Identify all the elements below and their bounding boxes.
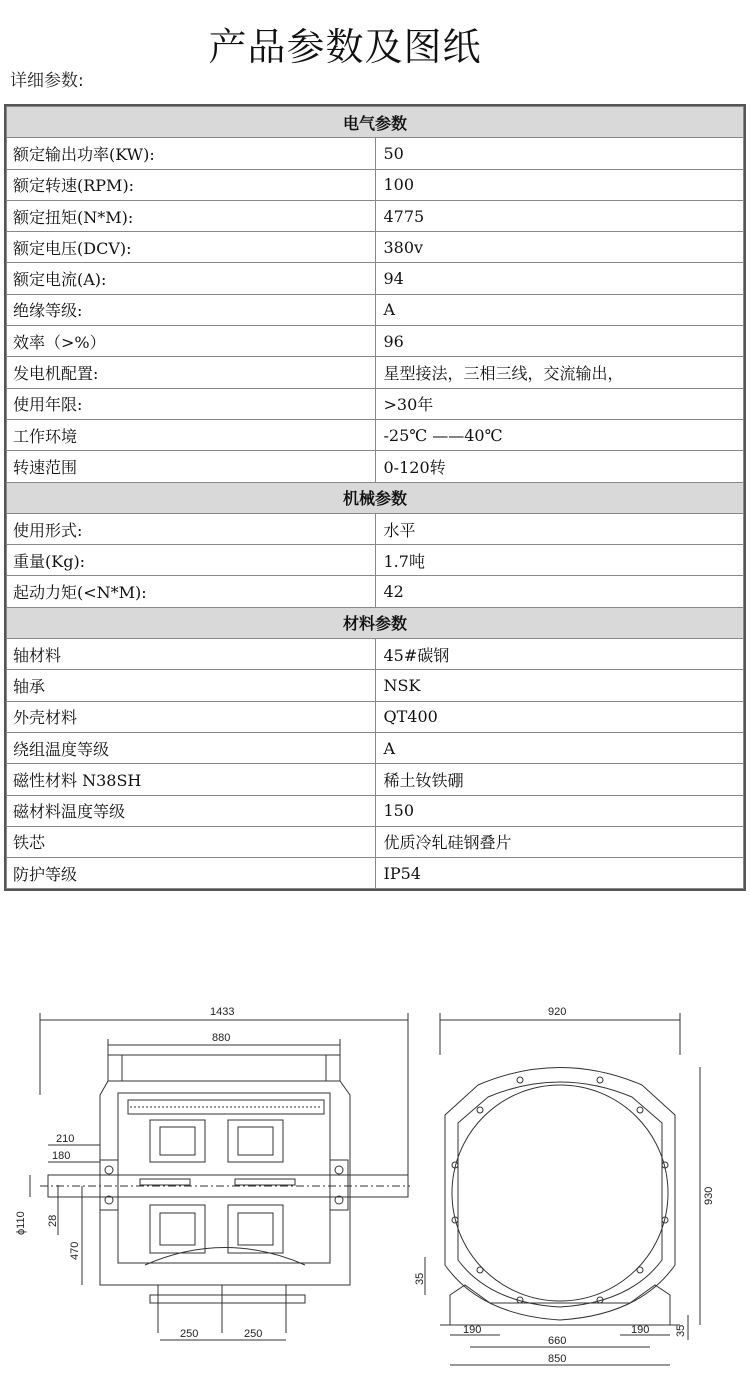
dim-overall-length: 1433: [210, 1006, 235, 1018]
dim-inner-length: 880: [212, 1032, 231, 1044]
table-row: [7, 858, 744, 889]
param-value: 优质冷轧硅钢叠片: [375, 826, 744, 857]
param-name: 使用形式:: [7, 513, 376, 544]
page-title: 产品参数及图纸: [208, 25, 482, 69]
param-name: 转速范围: [7, 451, 376, 482]
param-value: -25℃ ——40℃: [375, 419, 744, 450]
dim-center-height: 470: [69, 1241, 81, 1260]
param-value: IP54: [375, 858, 744, 889]
parameter-table-body: [6, 106, 744, 889]
table-row: [7, 545, 744, 576]
param-value: 稀土钕铁硼: [375, 764, 744, 795]
param-name: 防护等级: [7, 858, 376, 889]
param-value: 星型接法，三相三线，交流输出，: [375, 357, 744, 388]
dim-shaft-ext-2: 180: [52, 1150, 71, 1162]
dim-overall-width: 920: [548, 1006, 567, 1018]
table-row: [7, 764, 744, 795]
param-name: 起动力矩(<N*M):: [7, 576, 376, 607]
table-row: [7, 419, 744, 450]
param-name: 轴承: [7, 670, 376, 701]
dim-shaft-ext-1: 210: [56, 1133, 75, 1145]
table-row: [7, 357, 744, 388]
param-value: 42: [375, 576, 744, 607]
section-title: 材料参数: [7, 607, 744, 638]
table-row: [7, 670, 744, 701]
param-name: 额定转速(RPM):: [7, 169, 376, 200]
param-value: 380v: [375, 232, 744, 263]
param-value: 150: [375, 795, 744, 826]
param-value: 0-120转: [375, 451, 744, 482]
param-value: 94: [375, 263, 744, 294]
dim-overall-height: 930: [703, 1186, 715, 1205]
param-value: 4775: [375, 200, 744, 231]
param-value: 50: [375, 138, 744, 169]
section-header: [7, 107, 744, 138]
dim-shaft-diameter: ϕ110: [15, 1211, 27, 1235]
drawing-canvas: [0, 995, 750, 1377]
table-row: [7, 263, 744, 294]
section-header: [7, 482, 744, 513]
param-name: 磁性材料 N38SH: [7, 764, 376, 795]
table-row: [7, 294, 744, 325]
dim-foot-height-left: 35: [414, 1272, 426, 1285]
dim-foot-spacing-2: 250: [244, 1328, 263, 1340]
param-name: 铁芯: [7, 826, 376, 857]
parameter-table: [4, 104, 746, 891]
param-value: 1.7吨: [375, 545, 744, 576]
param-name: 重量(Kg):: [7, 545, 376, 576]
param-name: 发电机配置:: [7, 357, 376, 388]
table-row: [7, 701, 744, 732]
param-value: NSK: [375, 670, 744, 701]
table-row: [7, 169, 744, 200]
param-value: >30年: [375, 388, 744, 419]
param-value: 100: [375, 169, 744, 200]
section-subtitle: 详细参数:: [10, 71, 84, 91]
param-name: 额定输出功率(KW):: [7, 138, 376, 169]
dim-foot-width-left: 190: [463, 1324, 482, 1336]
table-row: [7, 513, 744, 544]
dim-key-width: 28: [47, 1214, 59, 1227]
table-row: [7, 826, 744, 857]
param-name: 轴材料: [7, 639, 376, 670]
param-name: 额定电压(DCV):: [7, 232, 376, 263]
param-value: 水平: [375, 513, 744, 544]
dim-foot-width-right: 190: [631, 1324, 650, 1336]
param-name: 外壳材料: [7, 701, 376, 732]
param-value: QT400: [375, 701, 744, 732]
param-value: A: [375, 294, 744, 325]
param-name: 额定电流(A):: [7, 263, 376, 294]
dim-base-width: 850: [548, 1353, 567, 1365]
section-title: 电气参数: [7, 107, 744, 138]
param-value: 45#碳钢: [375, 639, 744, 670]
table-row: [7, 232, 744, 263]
table-row: [7, 795, 744, 826]
dim-foot-spacing-1: 250: [180, 1328, 199, 1340]
table-row: [7, 388, 744, 419]
technical-drawing: [0, 995, 750, 1377]
param-name: 绕组温度等级: [7, 732, 376, 763]
param-value: 96: [375, 326, 744, 357]
param-name: 工作环境: [7, 419, 376, 450]
table-row: [7, 200, 744, 231]
param-name: 效率（>%）: [7, 326, 376, 357]
table-row: [7, 576, 744, 607]
dim-foot-height-right: 35: [675, 1324, 687, 1337]
dim-hole-spacing: 660: [548, 1335, 567, 1347]
param-name: 额定扭矩(N*M):: [7, 200, 376, 231]
param-name: 使用年限:: [7, 388, 376, 419]
table-row: [7, 451, 744, 482]
param-name: 磁材料温度等级: [7, 795, 376, 826]
table-row: [7, 639, 744, 670]
table-row: [7, 138, 744, 169]
param-value: A: [375, 732, 744, 763]
table-row: [7, 732, 744, 763]
table-row: [7, 326, 744, 357]
section-title: 机械参数: [7, 482, 744, 513]
section-header: [7, 607, 744, 638]
param-name: 绝缘等级:: [7, 294, 376, 325]
